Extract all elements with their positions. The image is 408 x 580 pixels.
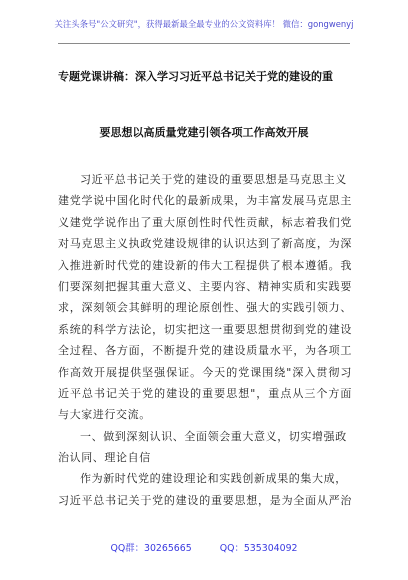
document-title-line-1: 专题党课讲稿：深入学习习近平总书记关于党的建设的重 <box>58 70 333 83</box>
qq-group-number: QQ群：30265665 <box>110 543 192 554</box>
body-line: 系统的科学方法论，切实把这一重要思想贯彻到党的建设 <box>58 322 352 336</box>
body-line: 习近平总书记关于党的建设的重要思想是马克思主义 <box>80 173 347 186</box>
qq-number: QQ：535304092 <box>219 543 298 554</box>
body-line: 作高效开展提供坚强保证。今天的党课围绕"深入贯彻习 <box>58 365 352 379</box>
body-line: 全过程、各方面，不断提升党的建设质量水平，为各项工 <box>58 344 352 358</box>
contact-footer <box>0 540 408 554</box>
section-heading-line: 一、做到深刻认识、全面领会重大意义，切实增强政 <box>80 429 347 443</box>
promo-header: 关注头条号"公文研究"，获得最新最全最专业的公文资料库！ 微信：gongwenyj <box>54 19 354 29</box>
body-line: 义建党学说作出了重大原创性时代性贡献，标志着我们党 <box>58 215 352 229</box>
body-line: 习近平总书记关于党的建设的重要思想，是为全面从严治 <box>58 493 352 507</box>
body-line: 作为新时代党的建设理论和实践创新成果的集大成， <box>80 472 347 486</box>
document-body <box>58 169 352 511</box>
body-line: 对马克思主义执政党建设规律的认识达到了新高度，为深 <box>58 237 352 251</box>
document-title-line-2: 要思想以高质量党建引领各项工作高效开展 <box>99 126 309 139</box>
body-line: 与大家进行交流。 <box>58 408 151 422</box>
body-line: 们要深刻把握其重大意义、主要内容、精神实质和实践要 <box>58 279 352 293</box>
header-divider <box>58 43 350 44</box>
body-line: 建党学说中国化时代化的最新成果，为丰富发展马克思主 <box>58 194 352 208</box>
body-line: 近平总书记关于党的建设的重要思想"，重点从三个方面 <box>58 386 352 400</box>
section-heading-line: 治认同、理论自信 <box>58 451 151 465</box>
body-line: 求，深刻领会其鲜明的理论原创性、强大的实践引领力、 <box>58 301 352 315</box>
body-line: 入推进新时代党的建设新的伟大工程提供了根本遵循。我 <box>58 258 352 272</box>
